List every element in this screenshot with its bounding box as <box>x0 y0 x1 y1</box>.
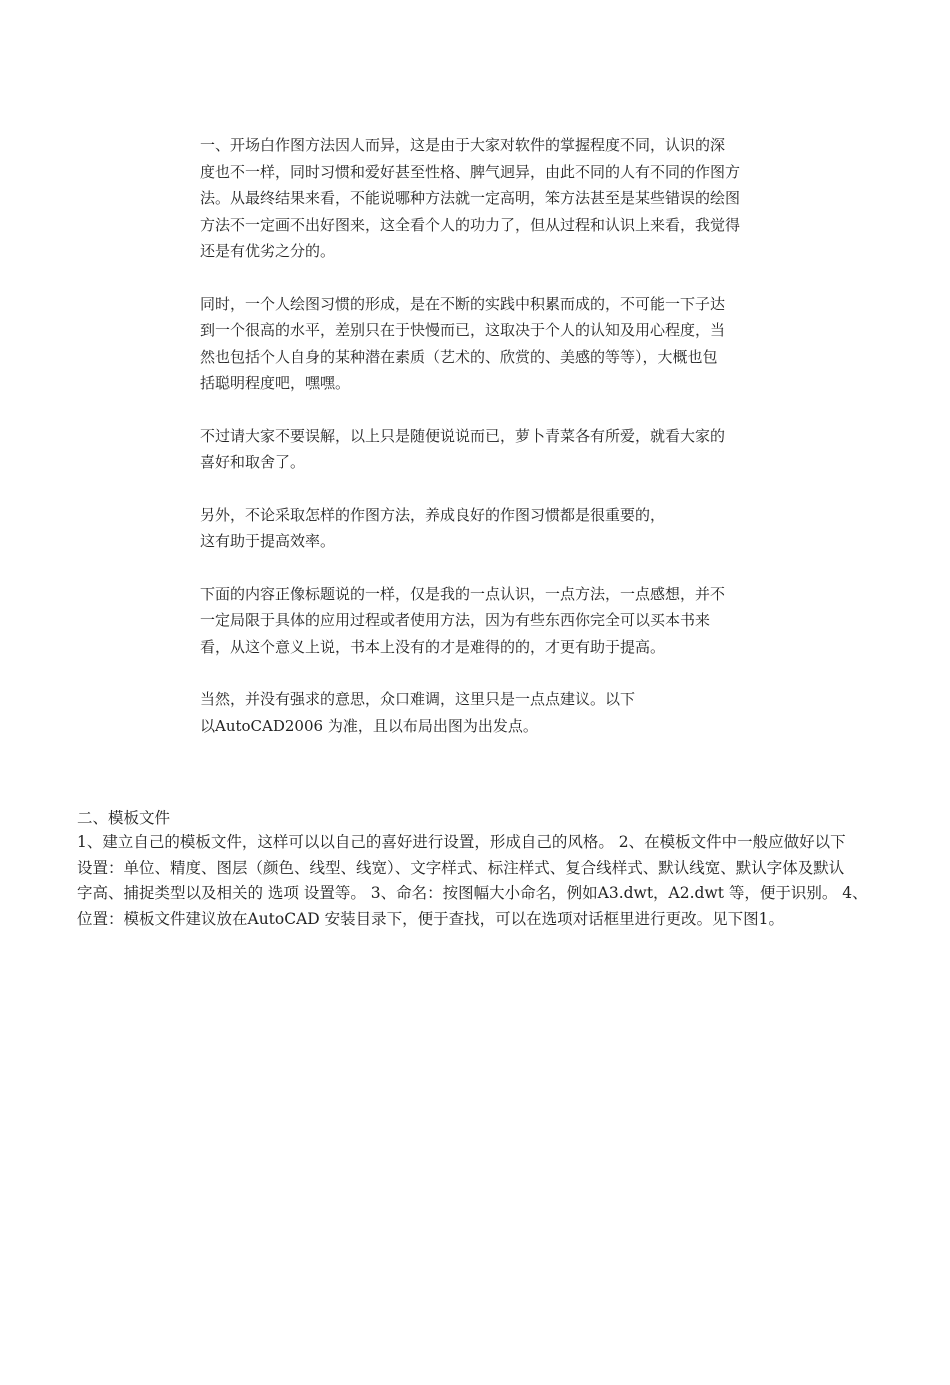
text-line: 看，从这个意义上说，书本上没有的才是难得的的，才更有助于提高。 <box>200 637 666 656</box>
text-line: 1、建立自己的模板文件，这样可以以自己的喜好进行设置，形成自己的风格。 2、在模板文件中一般应做好以下 <box>77 833 846 851</box>
intro-section <box>200 132 810 765</box>
text-line: 另外，不论采取怎样的作图方法，养成良好的作图习惯都是很重要的， <box>200 505 666 524</box>
text-line: 位置：模板文件建议放在AutoCAD 安装目录下，便于查找，可以在选项对话框里进行更改。见下图1。 <box>77 909 785 928</box>
intro-paragraph-6 <box>200 686 810 739</box>
text-line: 括聪明程度吧，嘿嘿。 <box>200 374 351 392</box>
text-line: 到一个很高的水平，差别只在于快慢而已，这取决于个人的认知及用心程度，当 <box>200 321 726 339</box>
text-line: 以AutoCAD2006 为准，且以布局出图为出发点。 <box>200 716 538 735</box>
text-line: 字高、捕捉类型以及相关的 选项 设置等。 3、命名：按图幅大小命名，例如A3.dwt，A2.dwt 等，便于识别。 4、 <box>77 884 868 902</box>
text-line: 一、开场白作图方法因人而异，这是由于大家对软件的掌握程度不同，认识的深 <box>200 136 726 154</box>
intro-paragraph-1 <box>200 132 810 265</box>
text-line: 法。从最终结果来看，不能说哪种方法就一定高明，笨方法甚至是某些错误的绘图 <box>200 189 741 207</box>
text-line: 不过请大家不要误解，以上只是随便说说而已，萝卜青菜各有所爱，就看大家的 <box>200 426 726 445</box>
intro-paragraph-3 <box>200 423 810 476</box>
text-line: 下面的内容正像标题说的一样，仅是我的一点认识，一点方法，一点感想，并不 <box>200 584 726 603</box>
section-heading: 二、模板文件 <box>77 809 171 827</box>
text-line: 当然，并没有强求的意思，众口难调，这里只是一点点建议。以下 <box>200 690 636 708</box>
text-line: 然也包括个人自身的某种潜在素质（艺术的、欣赏的、美感的等等），大概也包 <box>200 347 718 366</box>
intro-paragraph-5 <box>200 581 810 661</box>
intro-paragraph-2 <box>200 291 810 397</box>
text-line: 还是有优劣之分的。 <box>200 242 336 260</box>
intro-paragraph-4 <box>200 502 810 555</box>
text-line: 这有助于提高效率。 <box>200 532 336 550</box>
text-line: 喜好和取舍了。 <box>200 453 306 471</box>
text-line: 一定局限于具体的应用过程或者使用方法，因为有些东西你完全可以买本书来 <box>200 611 711 629</box>
text-line: 度也不一样，同时习惯和爱好甚至性格、脾气迥异，由此不同的人有不同的作图方 <box>200 162 741 181</box>
template-file-section <box>77 806 927 932</box>
text-line: 同时，一个人绘图习惯的形成，是在不断的实践中积累而成的，不可能一下子达 <box>200 294 726 313</box>
text-line: 设置：单位、精度、图层（颜色、线型、线宽）、文字样式、标注样式、复合线样式、默认线宽、默认字体及默认 <box>77 858 845 877</box>
text-line: 方法不一定画不出好图来，这全看个人的功力了，但从过程和认识上来看，我觉得 <box>200 215 741 234</box>
